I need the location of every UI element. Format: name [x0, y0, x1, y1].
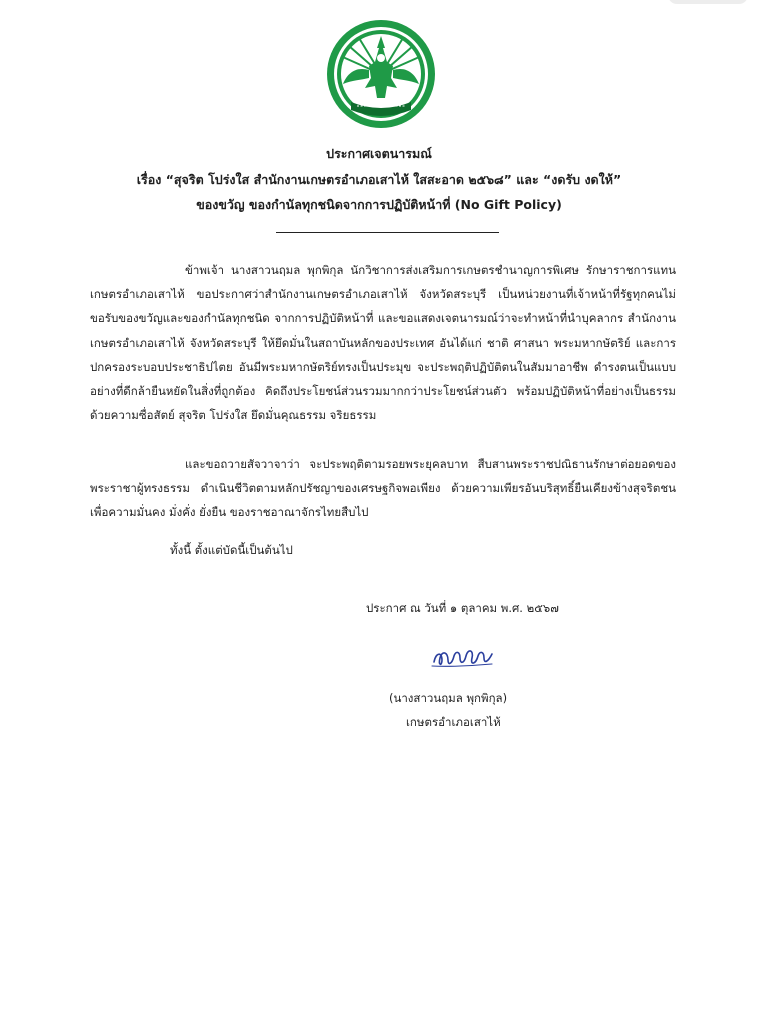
paragraph-effective: ทั้งนี้ ตั้งแต่บัดนี้เป็นต้นไป — [170, 543, 293, 557]
paragraph-declaration: ข้าพเจ้า นางสาวนฤมล พุกพิกุล นักวิชาการส่งเสริมการเกษตรชำนาญการพิเศษ รักษาราชการแทน เกษตรอำเภอเสาไห้ ขอประกาศว่าสำนักงานเกษตรอำเภอเสาไห้ จังหวัดสระบุรี เป็นหน่วยงานที่เจ้าหน้าที่รัฐทุกคนไม่ขอรับของขวัญและของกำนัลทุกชนิด จากการปฏิบัติหน้าที่ และขอแสดงเจตนารมณ์ว่าจะทำหน้าที่นำบุคลากร สำนักงานเกษตรอำเภอเสาไห้ จังหวัดสระบุรี ให้ยึดมั่นในสถาบันหลักของประเทศ อันได้แก่ ชาติ ศาสนา พระมหากษัตริย์ และการปกครองระบอบประชาธิปไตย อันมีพระมหากษัตริย์ทรงเป็นประมุข จะประพฤติปฏิบัติตนในสัมมาอาชีพ ดำรงตนเป็นแบบอย่างที่ดีกล้ายืนหยัดในสิ่งที่ถูกต้อง คิดถึงประโยชน์ส่วนรวมมากกว่าประโยชน์ส่วนตัว พร้อมปฏิบัติหน้าที่อย่างเป็นธรรม ด้วยความซื่อสัตย์ สุจริต โปร่งใส ยึดมั่นคุณธรรม จริยธรรม — [90, 263, 676, 423]
announcement-date: ประกาศ ณ วันที่ ๑ ตุลาคม พ.ศ. ๒๕๖๗ — [366, 601, 559, 615]
department-seal-logo — [325, 18, 437, 130]
signatory-position: เกษตรอำเภอเสาไห้ — [406, 715, 501, 729]
signatory-name: (นางสาวนฤมล พุกพิกุล) — [389, 691, 508, 705]
document-title: ประกาศเจตนารมณ์ — [326, 146, 432, 161]
header-underline — [276, 232, 499, 233]
paragraph-pledge: และขอถวายสัจวาจาว่า จะประพฤติตามรอยพระยุคลบาท สืบสานพระราชปณิธานรักษาต่อยอดของพระราชาผู้ทรงธรรม ดำเนินชีวิตตามหลักปรัชญาของเศรษฐกิจพอเพียง ด้วยความเพียรอันบริสุทธิ์ยืนเคียงข้างสุจริตชน เพื่อความมั่นคง มั่งคั่ง ยั่งยืน ของราชอาณาจักรไทยสืบไป — [90, 457, 676, 520]
handwritten-signature — [428, 640, 498, 674]
screenshot-corner-shade — [668, 0, 748, 4]
document-subject: เรื่อง “สุจริต โปร่งใส สำนักงานเกษตรอำเภอเสาไห้ ใสสะอาด ๒๕๖๘” และ “งดรับ งดให้” — [136, 172, 622, 187]
document-subject-continued: ของขวัญ ของกำนัลทุกชนิดจากการปฏิบัติหน้าที่ (No Gift Policy) — [196, 197, 562, 212]
